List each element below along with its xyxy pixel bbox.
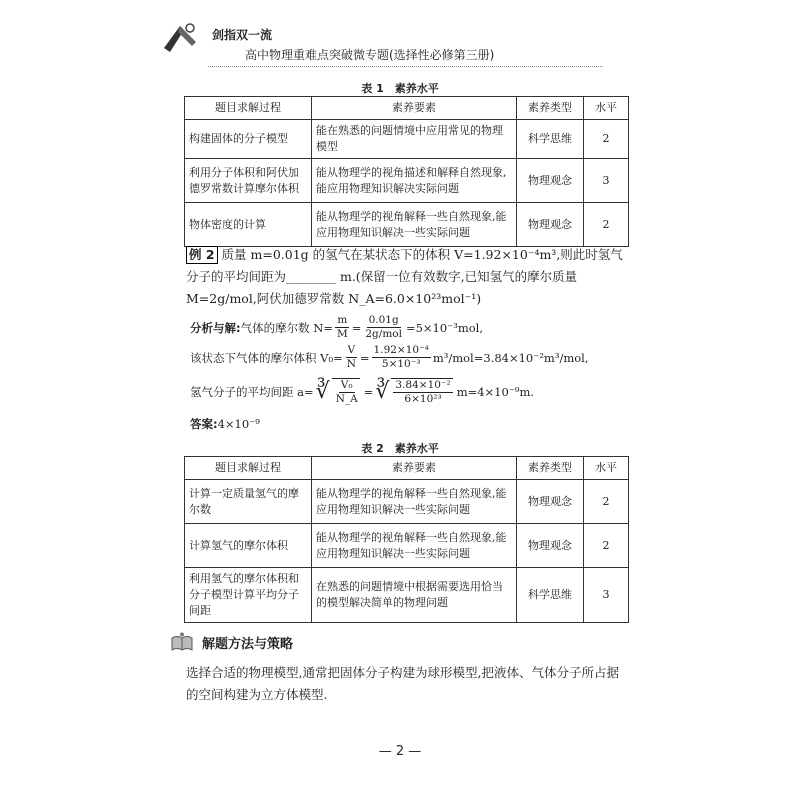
table-cell: 利用分子体积和阿伏加德罗常数计算摩尔体积 bbox=[185, 159, 312, 203]
table-cell: 能在熟悉的问题情境中应用常见的物理模型 bbox=[312, 120, 517, 159]
table-cell: 在熟悉的问题情境中根据需要选用恰当的模型解决简单的物理问题 bbox=[312, 568, 517, 623]
fraction bbox=[332, 378, 360, 406]
table1-header-elements: 素养要素 bbox=[312, 97, 517, 120]
table1-header-type: 素养类型 bbox=[517, 97, 584, 120]
analysis-text: m=4×10⁻⁹m. bbox=[456, 385, 535, 399]
equals-sign: = bbox=[359, 350, 370, 365]
table-cell: 3 bbox=[584, 159, 629, 203]
fraction bbox=[372, 344, 431, 371]
example-tag: 例 2 bbox=[186, 246, 218, 264]
analysis-text: m³/mol=3.84×10⁻²m³/mol, bbox=[432, 350, 589, 365]
page-header bbox=[160, 18, 620, 68]
table2-caption: 表 2 素养水平 bbox=[361, 442, 439, 455]
table-cell: 利用氢气的摩尔体积和分子模型计算平均分子间距 bbox=[185, 568, 312, 623]
table2 bbox=[184, 456, 629, 623]
analysis-label: 分析与解: bbox=[190, 320, 241, 335]
series-title: 剑指双一流 bbox=[212, 28, 273, 42]
book-title: 高中物理重难点突破微专题(选择性必修第三册) bbox=[245, 48, 495, 62]
analysis-line-1 bbox=[190, 314, 483, 341]
table-cell: 能从物理学的视角解释一些自然现象,能应用物理知识解决一些实际问题 bbox=[312, 480, 517, 524]
table1-header-process: 题目求解过程 bbox=[185, 97, 312, 120]
answer-value: 4×10⁻⁹ bbox=[217, 417, 260, 431]
table2-header-type: 素养类型 bbox=[517, 457, 584, 480]
fraction bbox=[391, 378, 452, 406]
analysis-text: =5×10⁻³mol, bbox=[405, 320, 484, 335]
cube-root bbox=[375, 378, 454, 406]
fraction bbox=[363, 314, 404, 341]
table2-header-level: 水平 bbox=[584, 457, 629, 480]
fraction-denominator: N_A bbox=[335, 393, 358, 405]
strategy-heading bbox=[170, 632, 293, 652]
table-cell: 2 bbox=[584, 120, 629, 159]
table-cell: 物理观念 bbox=[517, 480, 584, 524]
answer-label: 答案: bbox=[190, 417, 218, 431]
fraction-denominator: N bbox=[346, 358, 356, 370]
table-cell: 科学思维 bbox=[517, 120, 584, 159]
fraction-numerator: 1.92×10⁻⁴ bbox=[373, 344, 429, 356]
analysis-text: 该状态下气体的摩尔体积 V₀= bbox=[190, 350, 343, 365]
analysis-text: 气体的摩尔数 N= bbox=[240, 320, 333, 335]
radical-sign: ∛ bbox=[375, 379, 390, 404]
fraction-numerator: V bbox=[347, 344, 356, 356]
analysis-text: 氢气分子的平均间距 a= bbox=[190, 385, 314, 399]
table-cell: 物理观念 bbox=[517, 203, 584, 247]
example-text: 质量 m=0.01g 的氢气在某状态下的体积 V=1.92×10⁻⁴m³,则此时氢气分子的平均间距为________ m.(保留一位有效数字,已知氢气的摩尔质量 M=2g/mol,阿伏加德罗常数 N_A=6.0×10²³mol⁻¹) bbox=[186, 247, 623, 306]
table1-header-row bbox=[185, 97, 629, 120]
table1-caption: 表 1 素养水平 bbox=[361, 82, 439, 95]
table-row bbox=[185, 524, 629, 568]
table-row bbox=[185, 480, 629, 524]
strategy-text: 选择合适的物理模型,通常把固体分子构建为球形模型,把液体、气体分子所占据的空间构建为立方体模型. bbox=[186, 665, 619, 702]
fraction-numerator: 0.01g bbox=[368, 314, 399, 326]
table2-header-row bbox=[185, 457, 629, 480]
fraction-denominator: M bbox=[336, 328, 348, 340]
analysis-line-2 bbox=[190, 344, 588, 371]
table-cell: 2 bbox=[584, 524, 629, 568]
table2-header-elements: 素养要素 bbox=[312, 457, 517, 480]
table-cell: 计算氢气的摩尔体积 bbox=[185, 524, 312, 568]
equals-sign: = bbox=[351, 320, 362, 335]
fraction-denominator: 5×10⁻³ bbox=[381, 358, 421, 370]
analysis-line-3 bbox=[190, 378, 534, 406]
table-cell: 能从物理学的视角描述和解释自然现象,能应用物理知识解决实际问题 bbox=[312, 159, 517, 203]
table-row bbox=[185, 568, 629, 623]
fraction-numerator: m bbox=[337, 314, 348, 326]
header-divider bbox=[208, 66, 603, 67]
fraction bbox=[335, 314, 350, 341]
fraction-denominator: 6×10²³ bbox=[404, 393, 442, 405]
equals-sign: = bbox=[363, 385, 374, 399]
answer-line bbox=[190, 416, 260, 432]
table-cell: 科学思维 bbox=[517, 568, 584, 623]
table-row bbox=[185, 159, 629, 203]
table2-header-process: 题目求解过程 bbox=[185, 457, 312, 480]
table-cell: 2 bbox=[584, 203, 629, 247]
table-cell: 构建固体的分子模型 bbox=[185, 120, 312, 159]
table-cell: 计算一定质量氢气的摩尔数 bbox=[185, 480, 312, 524]
page-number: — 2 — bbox=[378, 744, 422, 759]
strategy-title: 解题方法与策略 bbox=[202, 636, 294, 652]
cube-root bbox=[316, 378, 362, 406]
radical-sign: ∛ bbox=[315, 379, 330, 404]
table-cell: 2 bbox=[584, 480, 629, 524]
fraction-denominator: 2g/mol bbox=[365, 328, 402, 340]
book-series-logo-icon bbox=[160, 18, 200, 58]
table-cell: 能从物理学的视角解释一些自然现象,能应用物理知识解决一些实际问题 bbox=[312, 524, 517, 568]
table-cell: 物理观念 bbox=[517, 159, 584, 203]
open-book-icon bbox=[170, 632, 194, 652]
fraction bbox=[345, 344, 358, 371]
fraction-numerator: V₀ bbox=[340, 379, 353, 391]
table1-header-level: 水平 bbox=[584, 97, 629, 120]
table-cell: 物体密度的计算 bbox=[185, 203, 312, 247]
table1 bbox=[184, 96, 629, 247]
table-row bbox=[185, 203, 629, 247]
fraction-numerator: 3.84×10⁻² bbox=[395, 379, 451, 391]
table-cell: 3 bbox=[584, 568, 629, 623]
table-cell: 能从物理学的视角解释一些自然现象,能应用物理知识解决一些实际问题 bbox=[312, 203, 517, 247]
example-problem bbox=[186, 244, 626, 310]
table-cell: 物理观念 bbox=[517, 524, 584, 568]
table-row bbox=[185, 120, 629, 159]
